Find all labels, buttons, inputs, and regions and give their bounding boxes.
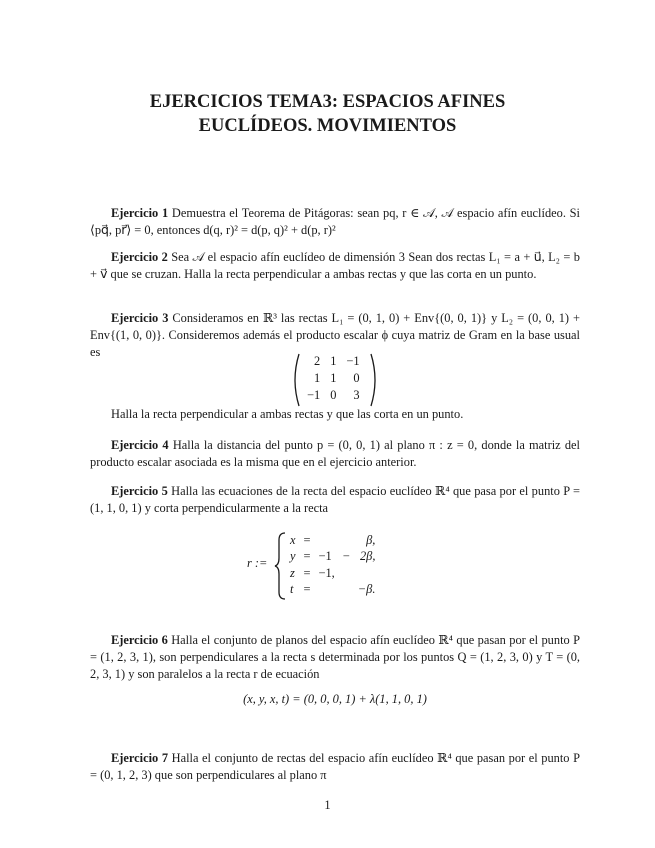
system-equations [286,532,379,598]
line-system [244,532,424,598]
matrix-cell: 1 [330,371,337,385]
matrix-cell: 3 [353,388,360,402]
gram-matrix [290,352,380,406]
system-cell [339,532,354,549]
matrix-cell: 0 [330,388,337,402]
exercise-6-text: Halla el conjunto de planos del espacio afín euclídeo ℝ⁴ que pasan por el punto P = (1, 2, 3, 1), son perpendiculares a la recta s determinada por los puntos Q = (1, 2, 3, 0) y T = (0, 2, 3, 1) y son paralelos a la recta r de ecuación [90,633,580,681]
exercise-6 [90,632,580,683]
matrix-cell: −1 [346,354,360,368]
matrix-row [302,370,365,387]
exercise-5-text: Halla las ecuaciones de la recta del espacio euclídeo ℝ⁴ que pasa por el punto P = (1, 1, 0, 1) y corta perpendicularmente a la recta [90,484,580,515]
exercise-7-label: Ejercicio 7 [111,751,169,765]
page-number: 1 [324,798,331,812]
system-cell: −β. [357,582,376,597]
exercise-3-after-text: Halla la recta perpendicular a ambas rectas y que las corta en un punto. [111,407,464,421]
system-cell: = [303,532,311,547]
exercise-7 [90,750,580,784]
system-cell: t [290,582,294,597]
matrix-row [302,387,365,404]
system-cell [354,565,380,582]
system-cell [339,582,354,599]
system-cell: x [290,532,296,547]
exercise-3-after [90,406,580,423]
system-cell [315,582,339,599]
system-lhs: r := [247,556,268,570]
system-cell [315,532,339,549]
exercise-4 [90,437,580,471]
system-cell: β, [366,532,376,547]
exercise-5-label: Ejercicio 5 [111,484,168,498]
system-row [286,582,379,599]
exercise-1 [90,205,580,239]
system-cell: z [290,565,295,580]
exercise-2-text: Sea 𝒜 el espacio afín euclídeo de dimensión 3 Sean dos rectas L₁ = a + u⃗, L₂ = b + v⃗ que se cruzan. Halla la recta perpendicular a ambas rectas y que las corta en un punto. [90,250,580,281]
matrix-cell: 2 [313,354,321,368]
system-cell: −1 [318,549,332,564]
system-cell: 2β, [359,549,376,564]
exercise-5 [90,483,580,517]
exercise-2-label: Ejercicio 2 [111,250,168,264]
system-cell: − [342,549,350,564]
system-cell: = [303,582,311,597]
system-row [286,549,379,566]
exercise-6-label: Ejercicio 6 [111,633,168,647]
title-line-2: EUCLÍDEOS. MOVIMIENTOS [198,116,457,136]
matrix-cell: 1 [330,354,337,368]
exercise-2 [90,249,580,283]
system-row [286,565,379,582]
matrix-cell: 0 [353,371,360,385]
exercise-6-equation: (x, y, x, t) = (0, 0, 0, 1) + λ(1, 1, 0, 1) [243,692,427,706]
exercise-1-label: Ejercicio 1 [111,206,169,220]
matrix-body [302,353,365,404]
title-line-1: EJERCICIOS TEMA3: ESPACIOS AFINES [149,92,506,112]
exercise-3-label: Ejercicio 3 [111,311,169,325]
exercise-4-label: Ejercicio 4 [111,438,169,452]
exercise-3-text: Consideramos en ℝ³ las rectas L₁ = (0, 1, 0) + Env{(0, 0, 1)} y L₂ = (0, 0, 1) + Env{(1, 0, 0)}. Consideremos además el producto escalar ϕ cuya matriz de Gram en la base usual es [90,311,580,359]
system-cell: −1, [318,565,335,580]
exercise-7-text: Halla el conjunto de rectas del espacio afín euclídeo ℝ⁴ que pasan por el punto P = (0, 1, 2, 3) que son perpendiculares al plano π [90,751,580,782]
system-row [286,532,379,549]
system-cell [339,565,354,582]
matrix-cell: 1 [313,371,321,385]
exercise-4-text: Halla la distancia del punto p = (0, 0, 1) al plano π : z = 0, donde la matriz del producto escalar asociada es la misma que en el ejercicio anterior. [90,438,580,469]
document-title [80,90,575,138]
system-cell: = [303,549,311,564]
system-cell: = [303,565,311,580]
system-cell: y [290,549,296,564]
matrix-cell: −1 [307,388,321,402]
exercise-1-text: Demuestra el Teorema de Pitágoras: sean pq, r ∈ 𝒜, 𝒜 espacio afín euclídeo. Si ⟨pq⃗, pr⃗⟩ = 0, entonces d(q, r)² = d(p, q)² + d(p, r)² [90,206,580,237]
matrix-row [302,353,365,370]
